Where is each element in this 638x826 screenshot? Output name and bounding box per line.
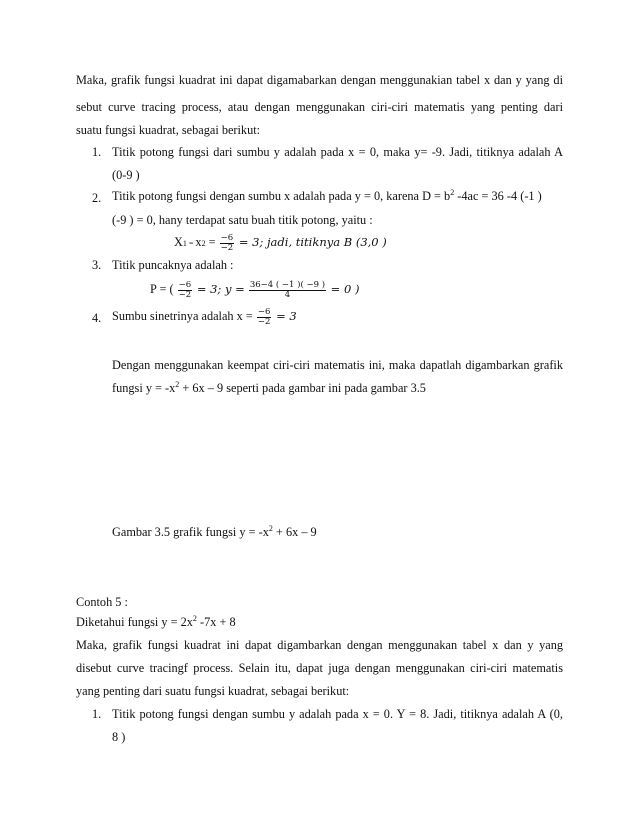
subscript: 2 — [201, 239, 206, 248]
subscript: 1 = — [182, 239, 196, 248]
fraction — [257, 308, 272, 327]
text-run: -7x + 8 — [196, 615, 236, 629]
paragraph-line: Maka, grafik fungsi kuadrat ini dapat digamabarkan dengan menggunakian tabel x dan y yang di — [76, 73, 563, 87]
text-run: Diketahui fungsi y = 2x — [76, 615, 193, 629]
fraction-denominator: 4 — [284, 289, 291, 300]
list-item-text — [112, 188, 542, 204]
text-run: fungsi y = -x — [112, 381, 176, 395]
paragraph-line — [112, 380, 426, 396]
list-number: 1. — [92, 145, 102, 159]
text-run: -4ac = 36 -4 (-1 ) — [454, 189, 542, 203]
superscript: 2 — [268, 523, 273, 533]
example-given — [76, 614, 236, 630]
paragraph-line: sebut curve tracing process, atau dengan menggunakan ciri-ciri matematis yang penting dari — [76, 100, 563, 114]
fraction — [178, 281, 193, 300]
superscript: 2 — [192, 613, 197, 623]
text-run: + 6x – 9 seperti pada gambar ini pada gambar 3.5 — [179, 381, 426, 395]
list-number: 4. — [92, 311, 102, 325]
paragraph-line: Maka, grafik fungsi kuadrat ini dapat digambarkan dengan menggunakan tabel x dan y yang — [76, 638, 563, 652]
equation-line — [150, 278, 359, 300]
fraction-denominator: −2 — [178, 289, 192, 300]
text-run: Titik potong fungsi dengan sumbu x adalah pada y = 0, karena D = b — [112, 189, 451, 203]
list-item-text: Titik potong fungsi dengan sumbu y adalah pada x = 0. Y = 8. Jadi, titiknya adalah A (0, — [112, 707, 563, 721]
eq-text: = 3; y = — [193, 282, 245, 296]
list-item-text: Titik puncaknya adalah : — [112, 258, 234, 272]
example-title: Contoh 5 : — [76, 595, 128, 609]
superscript: 2 — [175, 379, 180, 389]
list-number: 2. — [92, 191, 102, 205]
list-number: 3. — [92, 258, 102, 272]
text-run: Sumbu sinetrinya adalah x = — [112, 309, 253, 323]
equation-line — [174, 231, 387, 255]
list-item-text: (0-9 ) — [112, 168, 140, 182]
figure-placeholder — [110, 398, 550, 513]
fraction-denominator: −2 — [257, 316, 271, 327]
paragraph-line: suatu fungsi kuadrat, sebagai berikut: — [76, 123, 261, 137]
fraction — [249, 281, 326, 300]
paragraph-line: Dengan menggunakan keempat ciri-ciri matematis ini, maka dapatlah digambarkan grafik — [112, 358, 563, 372]
paragraph-line: yang penting dari suatu fungsi kuadrat, sebagai berikut: — [76, 684, 350, 698]
eq-text: = 3; jadi, titiknya B (3,0 ) — [235, 235, 387, 249]
list-item-text — [112, 305, 297, 327]
paragraph-line: disebut curve tracingf process. Selain itu, dapat juga dengan menggunakan ciri-ciri matematis — [76, 661, 563, 675]
superscript: 2 — [450, 187, 455, 197]
list-item-text: (-9 ) = 0, hany terdapat satu buah titik potong, yaitu : — [112, 213, 373, 227]
list-item-text: 8 ) — [112, 730, 126, 744]
eq-text: P = ( — [150, 282, 174, 296]
eq-text: = 3 — [272, 309, 297, 323]
fraction — [220, 234, 235, 253]
eq-text: X — [174, 235, 183, 249]
fraction-numerator: −6 — [257, 306, 271, 317]
fraction-numerator: 36−4 ( −1 )( −9 ) — [249, 279, 326, 290]
fraction-numerator: −6 — [178, 279, 192, 290]
list-number: 1. — [92, 707, 102, 721]
fraction-denominator: −2 — [220, 242, 234, 253]
eq-text: x — [195, 235, 202, 249]
figure-caption — [112, 524, 317, 540]
text-run: + 6x – 9 — [272, 525, 317, 539]
text-run: Gambar 3.5 grafik fungsi y = -x — [112, 525, 269, 539]
list-item-text: Titik potong fungsi dari sumbu y adalah pada x = 0, maka y= -9. Jadi, titiknya adalah A — [112, 145, 563, 159]
eq-text: = 0 ) — [327, 282, 360, 296]
eq-text: = — [205, 235, 216, 249]
fraction-numerator: −6 — [220, 232, 234, 243]
